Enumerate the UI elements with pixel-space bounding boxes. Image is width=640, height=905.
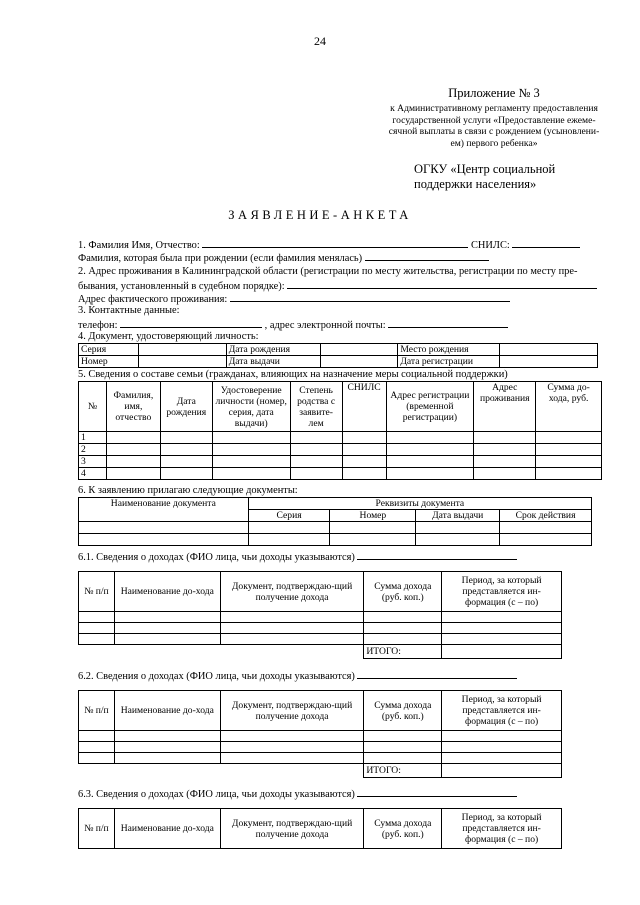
- organization: ОГКУ «Центр социальной поддержки населения»: [414, 162, 556, 191]
- family-table: [78, 381, 602, 480]
- income-title-1: 6.1. Сведения о доходах (ФИО лица, чьи доходы указываются): [78, 550, 517, 563]
- phone-field[interactable]: [120, 318, 262, 328]
- income-title-2: 6.2. Сведения о доходах (ФИО лица, чьи доходы указываются): [78, 669, 517, 682]
- doc-series-header: Серия: [248, 510, 330, 522]
- family-col-no: №: [79, 382, 107, 432]
- total-row: [79, 764, 562, 778]
- income-col-name: Наименование до-хода: [114, 572, 220, 612]
- id-doc-title: 4. Документ, удостоверяющий личность:: [78, 331, 259, 342]
- table-row: 2: [79, 444, 602, 456]
- birth-surname-field[interactable]: [365, 251, 489, 261]
- table-row: [79, 534, 592, 546]
- income-table-2: [78, 690, 562, 778]
- birth-date-field[interactable]: [320, 344, 398, 356]
- birth-place-field[interactable]: [500, 344, 598, 356]
- table-row: 1: [79, 432, 602, 444]
- family-col-birth-date: Дата рождения: [160, 382, 212, 432]
- income-col-period: Период, за который представляется ин-формация (с – по): [442, 691, 562, 731]
- income-person-field-3[interactable]: [357, 787, 517, 797]
- page-number: 24: [314, 34, 326, 48]
- table-row: [79, 623, 562, 634]
- table-row: [79, 612, 562, 623]
- doc-validity-header: Срок действия: [500, 510, 592, 522]
- table-row: 4: [79, 468, 602, 480]
- table-row: [79, 742, 562, 753]
- family-col-id-doc: Удостоверение личности (номер, серия, дата выдачи): [212, 382, 290, 432]
- email-label: , адрес электронной почты:: [264, 320, 386, 331]
- issue-date-label: Дата выдачи: [226, 356, 320, 368]
- doc-number-header: Номер: [330, 510, 416, 522]
- income-table-3: [78, 808, 562, 849]
- total-field[interactable]: [442, 645, 562, 659]
- income-col-name: Наименование до-хода: [114, 809, 220, 849]
- reg-date-field[interactable]: [500, 356, 598, 368]
- birth-place-label: Место рождения: [398, 344, 500, 356]
- actual-address-label: Адрес фактического проживания:: [78, 294, 228, 305]
- fio-field[interactable]: [202, 238, 468, 248]
- total-label: ИТОГО:: [364, 645, 442, 659]
- income-col-sum: Сумма дохода (руб. коп.): [364, 809, 442, 849]
- family-title: 5. Сведения о составе семьи (гражданах, влияющих на назначение меры социальной поддержки): [78, 369, 508, 380]
- table-row: [79, 634, 562, 645]
- income-person-field-2[interactable]: [357, 669, 517, 679]
- fio-line: [78, 238, 580, 251]
- doc-name-header: Наименование документа: [79, 498, 249, 522]
- birth-surname-line: [78, 251, 489, 264]
- income-col-no: № п/п: [79, 691, 115, 731]
- table-row: [79, 731, 562, 742]
- family-col-snils: СНИЛС: [342, 382, 386, 432]
- issue-date-field[interactable]: [320, 356, 398, 368]
- documents-title: 6. К заявлению прилагаю следующие документы:: [78, 485, 298, 496]
- total-label: ИТОГО:: [364, 764, 442, 778]
- address-line-2: бывания, установленный в судебном порядке):: [78, 279, 597, 292]
- family-col-address: Адрес проживания: [474, 382, 536, 432]
- doc-details-header: Реквизиты документа: [248, 498, 591, 510]
- appendix-title: Приложение № 3: [448, 86, 540, 100]
- family-col-reg-address: Адрес регистрации (временной регистрации): [386, 382, 474, 432]
- contacts-title: 3. Контактные данные:: [78, 305, 180, 316]
- income-col-sum: Сумма дохода (руб. коп.): [364, 572, 442, 612]
- snils-field[interactable]: [512, 238, 580, 248]
- number-label: Номер: [79, 356, 139, 368]
- income-col-no: № п/п: [79, 572, 115, 612]
- income-col-sum: Сумма дохода (руб. коп.): [364, 691, 442, 731]
- documents-table: [78, 497, 592, 546]
- total-row: [79, 645, 562, 659]
- total-field[interactable]: [442, 764, 562, 778]
- income-person-field-1[interactable]: [357, 550, 517, 560]
- income-col-period: Период, за который представляется ин-формация (с – по): [442, 809, 562, 849]
- family-col-income: Сумма до-хода, руб.: [536, 382, 602, 432]
- family-col-fio: Фамилия, имя, отчество: [106, 382, 160, 432]
- registration-address-field[interactable]: [287, 279, 597, 289]
- appendix-subtitle: к Административному регламенту предоставления государственной услуги «Предоставление ежеме- сячной выплаты в связи с рождением (усыновлени- ем) первого ребенка»: [388, 103, 600, 149]
- income-col-document: Документ, подтверждаю-щий получение дохода: [220, 572, 364, 612]
- income-col-no: № п/п: [79, 809, 115, 849]
- actual-address-field[interactable]: [230, 292, 510, 302]
- income-title-3: 6.3. Сведения о доходах (ФИО лица, чьи доходы указываются): [78, 787, 517, 800]
- fio-label: 1. Фамилия Имя, Отчество:: [78, 240, 200, 251]
- snils-label: СНИЛС:: [470, 240, 510, 251]
- phone-label: телефон:: [78, 320, 118, 331]
- series-field[interactable]: [138, 344, 226, 356]
- income-table-1: [78, 571, 562, 659]
- contacts-line: [78, 318, 508, 331]
- birth-date-label: Дата рождения: [226, 344, 320, 356]
- birth-surname-label: Фамилия, которая была при рождении (если фамилия менялась): [78, 253, 363, 264]
- reg-date-label: Дата регистрации: [398, 356, 500, 368]
- number-field[interactable]: [138, 356, 226, 368]
- form-title: ЗАЯВЛЕНИЕ-АНКЕТА: [228, 208, 412, 222]
- appendix-block: [378, 0, 610, 149]
- income-col-name: Наименование до-хода: [114, 691, 220, 731]
- doc-issue-date-header: Дата выдачи: [416, 510, 500, 522]
- table-row: [79, 522, 592, 534]
- table-row: 3: [79, 456, 602, 468]
- email-field[interactable]: [388, 318, 508, 328]
- series-label: Серия: [79, 344, 139, 356]
- address-line-1: 2. Адрес проживания в Калининградской области (регистрации по месту жительства, регистрации по месту пре-: [78, 266, 578, 277]
- actual-address-line: [78, 292, 510, 305]
- income-col-document: Документ, подтверждаю-щий получение дохода: [220, 691, 364, 731]
- family-col-relation: Степень родства с заявите-лем: [290, 382, 342, 432]
- income-col-document: Документ, подтверждаю-щий получение дохода: [220, 809, 364, 849]
- id-document-table: [78, 343, 598, 368]
- table-row: [79, 753, 562, 764]
- income-col-period: Период, за который представляется ин-формация (с – по): [442, 572, 562, 612]
